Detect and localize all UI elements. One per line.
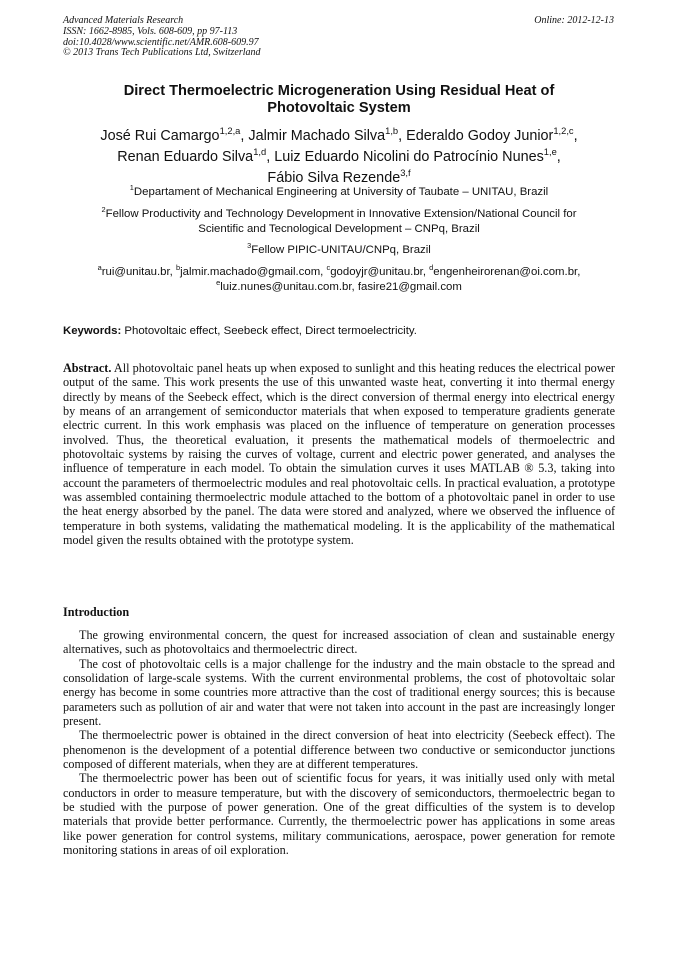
introduction-body bbox=[63, 628, 615, 858]
email-mark: b bbox=[175, 263, 181, 273]
email-list bbox=[63, 265, 615, 294]
author-affiliation-mark: 3,f bbox=[400, 168, 411, 179]
title-line-1: Direct Thermoelectric Microgeneration Using Residual Heat of bbox=[123, 83, 555, 99]
email-link[interactable]: godoyjr@unitau.br, bbox=[330, 266, 430, 278]
affiliation-text: Departament of Mechanical Engineering at University of Taubate – UNITAU, Brazil bbox=[133, 186, 549, 198]
keywords bbox=[63, 324, 615, 338]
author-name: Luiz Eduardo Nicolini do Patrocínio Nunes bbox=[274, 149, 544, 165]
title-line-2: Photovoltaic System bbox=[267, 100, 411, 116]
author-separator: , bbox=[556, 149, 561, 165]
email-mark: a bbox=[97, 263, 102, 273]
author-name: Fábio Silva Rezende bbox=[267, 170, 401, 186]
author-separator: , bbox=[266, 149, 275, 165]
affiliation-1 bbox=[63, 185, 615, 200]
introduction-heading: Introduction bbox=[63, 605, 130, 619]
affiliation-2 bbox=[63, 207, 615, 236]
author-name: José Rui Camargo bbox=[100, 128, 220, 144]
author-separator: , bbox=[240, 128, 249, 144]
paper-title bbox=[63, 83, 615, 117]
abstract-label: Abstract. bbox=[63, 361, 112, 375]
email-link[interactable]: rui@unitau.br, bbox=[101, 266, 176, 278]
email-mark: c bbox=[326, 263, 331, 273]
paragraph: The growing environmental concern, the quest for increased association of clean and sustainable energy alternatives, such as photovoltaics and thermoelectric direct. bbox=[63, 628, 615, 657]
keywords-label: Keywords: bbox=[63, 325, 122, 337]
author-list bbox=[63, 126, 615, 189]
author-separator: , bbox=[573, 128, 578, 144]
affiliation-mark: 2 bbox=[101, 205, 106, 215]
author-affiliation-mark: 1,2,a bbox=[219, 126, 241, 137]
author-name: Renan Eduardo Silva bbox=[117, 149, 254, 165]
author-separator: , bbox=[398, 128, 407, 144]
abstract bbox=[63, 361, 615, 547]
author-name: Ederaldo Godoy Junior bbox=[406, 128, 554, 144]
journal-name: Advanced Materials Research bbox=[63, 15, 184, 26]
online-date: Online: 2012-12-13 bbox=[534, 15, 614, 26]
affiliation-mark: 1 bbox=[129, 183, 134, 193]
author-affiliation-mark: 1,e bbox=[543, 147, 557, 158]
email-mark: e bbox=[216, 277, 221, 287]
email-mark: d bbox=[429, 263, 434, 273]
issn-line: ISSN: 1662-8985, Vols. 608-609, pp 97-113 bbox=[63, 25, 238, 37]
affiliation-text: Fellow Productivity and Technology Development in Innovative Extension/National Council for bbox=[105, 208, 577, 220]
affiliation-text: Fellow PIPIC-UNITAU/CNPq, Brazil bbox=[251, 244, 431, 256]
affiliation-text-cont: Scientific and Tecnological Development – CNPq, Brazil bbox=[198, 222, 480, 235]
author-affiliation-mark: 1,b bbox=[385, 126, 399, 137]
affiliation-mark: 3 bbox=[247, 241, 252, 251]
paragraph: The thermoelectric power has been out of scientific focus for years, it was initially used only with metal conductors in order to measure temperature, but with the discovery of semiconductors, thermoelectric began to be studied with the purpose of power generation. One of the great difficulties of the system is to develop materials that provide better performance. Currently, the thermoelectric power has applications in some areas like power generation for control systems, military communications, aerospace, power generation for remote monitoring stations in areas of oil exploration. bbox=[63, 771, 615, 858]
affiliation-3 bbox=[63, 243, 615, 258]
author-line-2 bbox=[63, 147, 615, 168]
email-link[interactable]: luiz.nunes@unitau.com.br, fasire21@gmail.com bbox=[220, 280, 462, 293]
doi-line[interactable]: doi:10.4028/www.scientific.net/AMR.608-609.97 bbox=[63, 36, 259, 48]
keywords-text: Photovoltaic effect, Seebeck effect, Direct termoelectricity. bbox=[121, 325, 417, 337]
author-name: Jalmir Machado Silva bbox=[248, 128, 386, 144]
email-link[interactable]: jalmir.machado@gmail.com, bbox=[180, 266, 327, 278]
author-line-1 bbox=[63, 126, 615, 147]
author-affiliation-mark: 1,d bbox=[253, 147, 267, 158]
paragraph: The thermoelectric power is obtained in the direct conversion of heat into electricity (Seebeck effect). The phenomenon is the development of a potential difference between two conductive or semiconductor junctions composed of different materials, when they are at different temperatures. bbox=[63, 728, 615, 772]
author-affiliation-mark: 1,2,c bbox=[553, 126, 574, 137]
journal-header bbox=[63, 16, 443, 59]
copyright-line: © 2013 Trans Tech Publications Ltd, Switzerland bbox=[63, 47, 261, 59]
abstract-text: All photovoltaic panel heats up when exposed to sunlight and this heating reduces the electrical power output of the same. This work presents the use of this unwanted waste heat, converting it into thermal energy directly by means of the Seebeck effect, which is the direct conversion of thermal energy into electrical energy by means of an arrangement of semiconductor materials that when exposed to temperature gradients generate electric current. In this work emphasis was placed on the influence of temperature on generation processes involved. Thus, the theoretical evaluation, it presents the mathematical models of thermoelectric and photovoltaic systems by raising the curves of voltage, current and electric power generated, and analyses the influence of temperature in each model. To obtain the simulation curves it uses MATLAB ® 5.3, taking into account the parameters of thermoelectric modules and real photovoltaic cells. In practical evaluation, a prototype was assembled containing thermoelectric module attached to the bottom of a photovoltaic panel in order to use the heat energy absorbed by the panel. The data were stored and analyzed, where we observed the influence of temperature in both systems, validating the mathematical modeling. It is the applicability of the mathematical model given the results obtained with the prototype system. bbox=[63, 361, 615, 548]
paragraph: The cost of photovoltaic cells is a major challenge for the industry and the main obstacle to the spread and consolidation of large-scale systems. With the current environmental problems, the cost of photovoltaic solar energy has become in some countries more attractive than the cost of traditional energy sources; this is because parameters such as pollution of air and water that were not taken into account in the past are increasingly longer present. bbox=[63, 656, 615, 729]
email-link[interactable]: engenheirorenan@oi.com.br, bbox=[433, 266, 581, 278]
